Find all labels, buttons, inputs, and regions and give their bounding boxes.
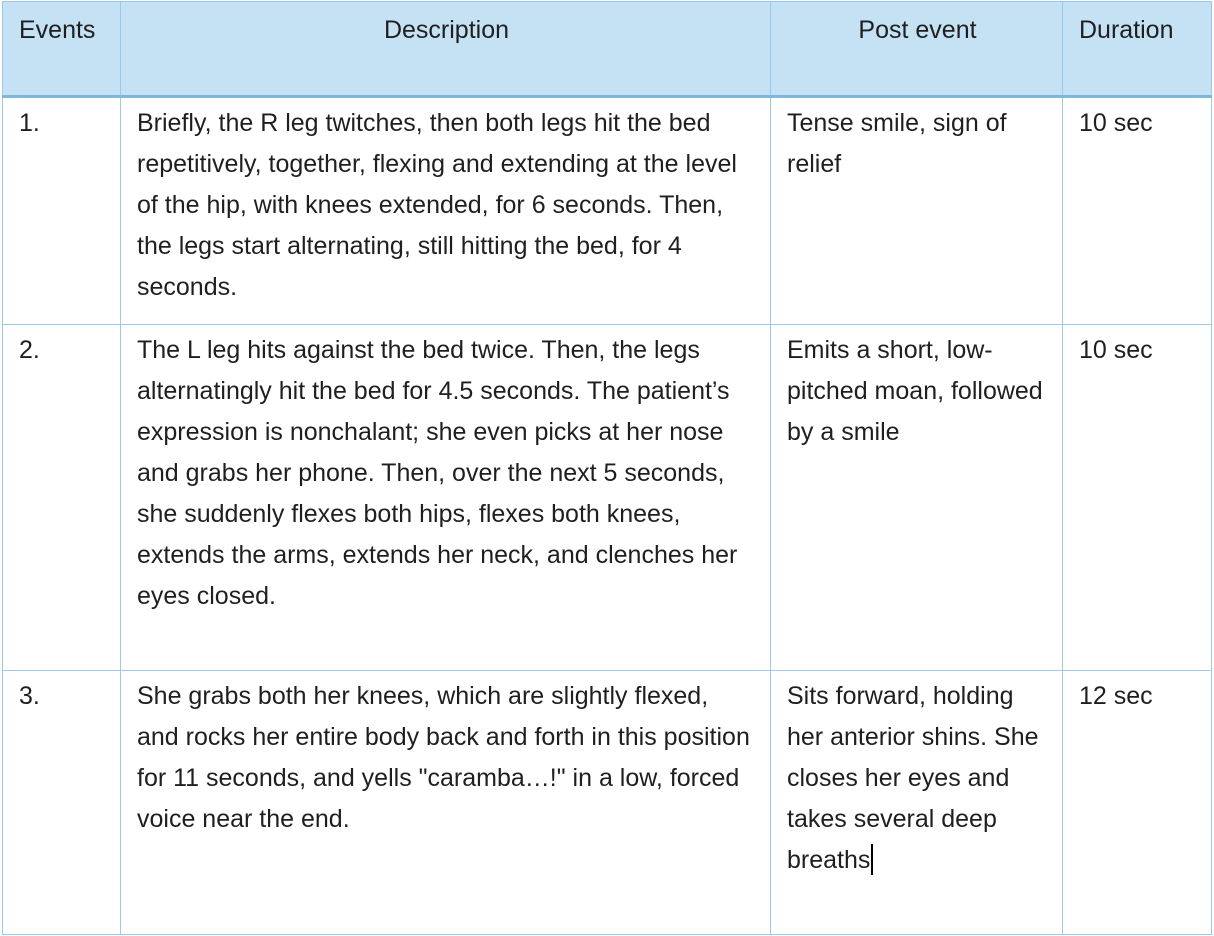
header-row <box>3 2 1212 97</box>
post-event-cell[interactable] <box>771 671 1063 935</box>
text-cursor <box>871 844 873 875</box>
table-row <box>3 325 1212 671</box>
post-event-cell[interactable]: Tense smile, sign of relief <box>771 97 1063 325</box>
event-number[interactable]: 3. <box>3 671 121 935</box>
event-description[interactable]: The L leg hits against the bed twice. Then, the legs alternatingly hit the bed for 4.5 seconds. The patient’s expression is nonchalant; she even picks at her nose and grabs her phone. Then, over the next 5 seconds, she suddenly flexes both hips, flexes both knees, extends the arms, extends her neck, and clenches her eyes closed. <box>121 325 771 671</box>
duration-cell[interactable]: 12 sec <box>1063 671 1212 935</box>
table-row <box>3 97 1212 325</box>
header-duration: Duration <box>1063 2 1212 97</box>
event-description[interactable]: Briefly, the R leg twitches, then both legs hit the bed repetitively, together, flexing and extending at the level of the hip, with knees extended, for 6 seconds. Then, the legs start alternating, still hitting the bed, for 4 seconds. <box>121 97 771 325</box>
post-event-cell[interactable]: Emits a short, low-pitched moan, followed by a smile <box>771 325 1063 671</box>
post-event-text: Sits forward, holding her anterior shins. She closes her eyes and takes several deep breaths <box>787 682 1039 874</box>
events-table <box>2 1 1212 935</box>
header-description: Description <box>121 2 771 97</box>
event-number[interactable]: 2. <box>3 325 121 671</box>
duration-cell[interactable]: 10 sec <box>1063 97 1212 325</box>
header-post-event: Post event <box>771 2 1063 97</box>
duration-cell[interactable]: 10 sec <box>1063 325 1212 671</box>
event-number[interactable]: 1. <box>3 97 121 325</box>
event-description[interactable]: She grabs both her knees, which are slightly flexed, and rocks her entire body back and forth in this position for 11 seconds, and yells "caramba…!" in a low, forced voice near the end. <box>121 671 771 935</box>
table-row <box>3 671 1212 935</box>
header-events: Events <box>3 2 121 97</box>
